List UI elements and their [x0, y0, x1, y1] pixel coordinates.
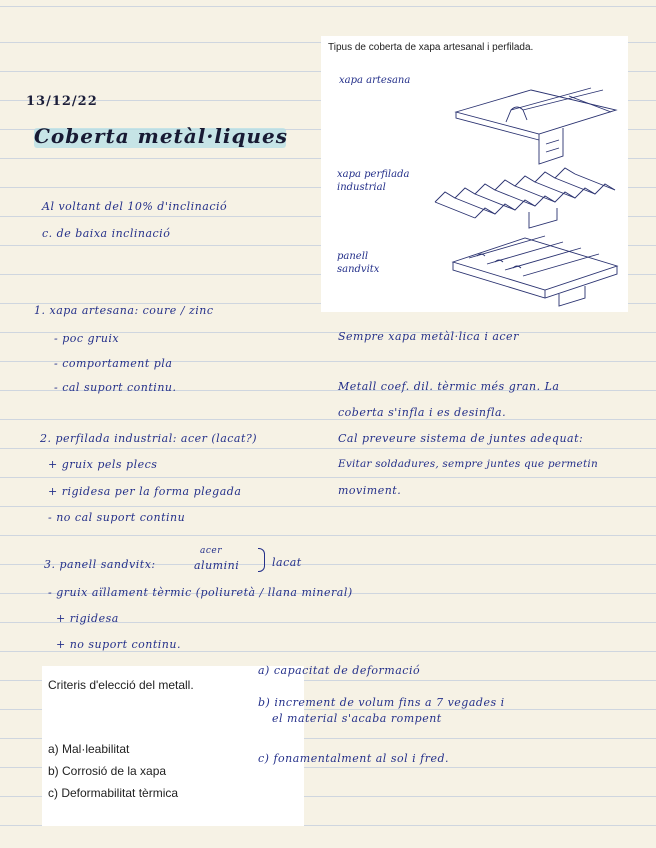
section-3-item: - gruix aïllament tèrmic (poliuretà / llana mineral) [48, 586, 353, 599]
page-title: Coberta metàl·liques [34, 124, 289, 148]
section-3-item: + no suport continu. [56, 638, 181, 651]
section-2-item: - no cal suport continu [48, 511, 186, 524]
sandwich-panel-drawing [449, 232, 621, 308]
criteria-answer-b: b) increment de volum fins a 7 vegades i [258, 696, 505, 709]
section-1-heading: 1. xapa artesana: coure / zinc [34, 304, 214, 317]
section-1-item: - cal suport continu. [54, 381, 177, 394]
section-3-heading: 3. panell sandvitx: [44, 558, 156, 571]
section-3-material-top: acer [200, 546, 223, 556]
profiled-sheet-drawing [433, 162, 619, 230]
criteria-item: c) Deformabilitat tèrmica [48, 786, 179, 800]
right-note-line: Evitar soldadures, sempre juntes que permetin [338, 458, 598, 470]
right-note-line: moviment. [338, 484, 402, 497]
section-3-item: + rigidesa [56, 612, 119, 625]
section-3-suffix: lacat [272, 556, 302, 569]
criteria-item: a) Mal·leabilitat [48, 742, 130, 756]
section-1-item: - poc gruix [54, 332, 120, 345]
roof-types-figure [321, 36, 628, 312]
intro-line-1: Al voltant del 10% d'inclinació [42, 200, 228, 213]
section-2-item: + rigidesa per la forma plegada [48, 485, 242, 498]
section-3-material-bottom: alumini [194, 559, 240, 572]
right-note-line: coberta s'infla i es desinfla. [338, 406, 507, 419]
right-note-line: Cal preveure sistema de juntes adequat: [338, 432, 584, 445]
section-2-heading: 2. perfilada industrial: acer (lacat?) [40, 432, 258, 445]
intro-line-2: c. de baixa inclinació [42, 227, 171, 240]
criteria-answer-c: c) fonamentalment al sol i fred. [258, 752, 449, 765]
artisan-sheet-drawing [451, 84, 621, 166]
criteria-title: Criteris d'elecció del metall. [48, 678, 194, 692]
figure-caption: Tipus de coberta de xapa artesanal i perfilada. [328, 42, 534, 53]
criteria-card [42, 666, 304, 826]
section-2-item: + gruix pels plecs [48, 458, 158, 471]
label-panell-sandvitx: panell sandvitx [337, 251, 380, 275]
criteria-answer-b-cont: el material s'acaba rompent [272, 712, 442, 725]
section-3-brace [258, 548, 265, 572]
section-1-item: - comportament pla [54, 357, 173, 370]
label-xapa-perfilada: xapa perfilada industrial [337, 169, 410, 193]
criteria-answer-a: a) capacitat de deformació [258, 664, 421, 677]
right-note-line: Metall coef. dil. tèrmic més gran. La [338, 380, 560, 393]
right-note-line: Sempre xapa metàl·lica i acer [338, 330, 519, 343]
note-date: 13/12/22 [26, 94, 98, 109]
criteria-item: b) Corrosió de la xapa [48, 764, 167, 778]
label-xapa-artesana: xapa artesana [339, 75, 411, 86]
